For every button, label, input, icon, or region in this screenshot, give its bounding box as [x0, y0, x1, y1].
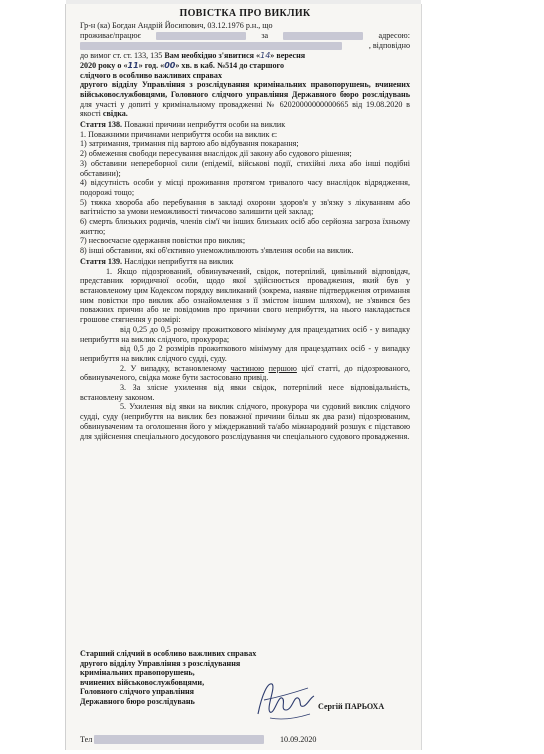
redacted-workplace	[156, 32, 246, 40]
art139-paragraph-1a: від 0,25 до 0,5 розміру прожиткового мінімуму для працездатних осіб - у випадку неприбуття на виклик слідчого, прокурора;	[80, 324, 410, 344]
art139-title: Наслідки неприбуття на виклик	[124, 256, 234, 266]
intro-line-1: Гр-н (ка) Богдан Андрій Йосипович, 03.12.1976 р.н., що	[80, 21, 273, 30]
art139-paragraph-5: 5. Ухилення від явки на виклик слідчого, прокурора чи судовий виклик слідчого судді, суду (неприбуття на виклик без поважної причини більш як два рази) підозрюваним, обвинуваченим та оголошення його у міждержавний та/або міжнародний розшук є підставою для здійснення спеціального досудового розслідування чи спеціального судового провадження.	[80, 402, 410, 441]
handwritten-hour: 11	[127, 60, 139, 70]
redacted-workplace-2	[283, 32, 363, 40]
intro-line-5	[80, 61, 410, 71]
handwritten-minute: 00	[164, 60, 176, 70]
phone-label: Тел	[80, 735, 93, 744]
intro-lives-works: проживає/працює	[80, 30, 141, 40]
issue-date: 10.09.2020	[280, 735, 317, 744]
art138-item: 6) смерть близьких родичів, членів сім'ї чи інших близьких осіб або серйозна загроза їхньому життю;	[80, 217, 410, 236]
art139-heading	[80, 257, 410, 267]
handwritten-day: 14	[260, 51, 271, 61]
art138-item: 1. Поважними причинами неприбуття особи на виклик є:	[80, 129, 278, 139]
summons-body	[80, 8, 410, 441]
art139-p2-end: цієї статті, до підозрюваного, обвинуваченого, свідка може бути застосовано привід.	[80, 363, 411, 383]
redacted-phone	[94, 735, 264, 744]
intro-must-appear: Вам необхідно з'явитися «	[164, 51, 261, 61]
investigator-title-block	[80, 649, 260, 707]
art139-p2-underlined-part: частиною	[230, 363, 265, 373]
document-title: ПОВІСТКА ПРО ВИКЛИК	[179, 8, 311, 19]
art138-heading	[80, 120, 410, 130]
art139-number: Стаття 139.	[80, 256, 123, 266]
art139-p2-underlined-first: першою	[268, 363, 297, 373]
art138-item: 4) відсутність особи у місці проживання протягом тривалого часу внаслідок відрядження, подорожі тощо;	[80, 178, 410, 197]
intro-at: за	[261, 30, 269, 40]
art139-paragraph-3: 3. За злісне ухилення від явки свідок, потерпілий несе відповідальність, встановлену законом.	[80, 383, 410, 402]
intro-department: другого відділу Управління з розслідування кримінальних правопорушень, вчинених військовослужбовцями, Головного слідчого управління Державного бюро розслідувань	[80, 80, 410, 99]
investigator-title-line: вчинених військовослужбовцями,	[80, 677, 205, 687]
intro-line-2	[80, 31, 410, 41]
intro-articles: до вимог ст. ст. 133, 135	[80, 51, 163, 61]
intro-room: » хв. в каб. №514 до старшого	[175, 60, 285, 70]
intro-address-label: адресою:	[378, 30, 410, 40]
art139-paragraph-1: 1. Якщо підозрюваний, обвинувачений, свідок, потерпілий, цивільний відповідач, представник юридичної особи, щодо якої здійснюється провадження, який був у встановленому цим Кодексом порядку викликаний (зокрема, наявне підтвердження отримання ним повістки про виклик або ознайомлення з її змістом іншим шляхом), не з'явився без поважних причин або не повідомив про причини свого неприбуття, на нього накладається грошове стягнення у розмірі:	[80, 266, 410, 325]
art138-item: 8) інші обставини, які об'єктивно унеможливлюють з'явлення особи на виклик.	[80, 246, 354, 256]
art139-paragraph-1b: від 0,5 до 2 розмірів прожиткового мінімуму для працездатних осіб - у випадку неприбуття на виклик слідчого судді, суду.	[80, 344, 410, 363]
intro-proceeding: для участі у допиті у кримінальному провадженні № 62020000000000665 від 19.08.2020 в якості	[80, 99, 410, 119]
signer-name: Сергій ПАРЬОХА	[318, 702, 385, 711]
intro-witness-status: свідка.	[102, 109, 128, 119]
intro-september: » вересня	[270, 51, 306, 61]
investigator-title-line: Старший слідчий в особливо важливих справах	[80, 649, 257, 658]
art138-item: 2) обмеження свободи пересування внаслідок дії закону або судового рішення;	[80, 149, 352, 159]
art138-item: 3) обставини непереборної сили (епідемії, військові події, стихійні лиха або інші подібні обставини);	[80, 158, 410, 178]
intro-hour-label: » год. «	[138, 60, 165, 70]
intro-accordance: , відповідно	[368, 41, 410, 51]
art139-paragraph-2	[80, 364, 410, 383]
intro-line-4	[80, 51, 410, 61]
investigator-title-line: другого відділу Управління з розслідування	[80, 658, 241, 668]
art138-item: 1) затримання, тримання під вартою або відбування покарання;	[80, 139, 299, 149]
investigator-title-line: Державного бюро розслідувань	[80, 696, 195, 706]
intro-line-6: слідчого в особливо важливих справах	[80, 70, 223, 80]
intro-line-7	[80, 80, 410, 119]
handwritten-signature	[250, 674, 320, 724]
art139-p2-start: 2. У випадку, встановленому	[120, 363, 227, 373]
art138-title: Поважні причини неприбуття особи на виклик	[124, 120, 286, 130]
intro-year: 2020 року о «	[80, 60, 128, 70]
art138-item: 7) несвоєчасне одержання повістки про виклик;	[80, 236, 246, 246]
intro-line-3	[80, 41, 410, 51]
investigator-title-line: Головного слідчого управління	[80, 687, 195, 697]
redacted-address	[80, 42, 342, 50]
art138-item: 5) тяжка хвороба або перебування в закладі охорони здоров'я у зв'язку з лікуванням або вагітністю за умови неможливості тимчасово залишити цей заклад;	[80, 197, 410, 217]
art138-number: Стаття 138.	[80, 120, 123, 130]
investigator-title-line: кримінальних правопорушень,	[80, 668, 195, 678]
